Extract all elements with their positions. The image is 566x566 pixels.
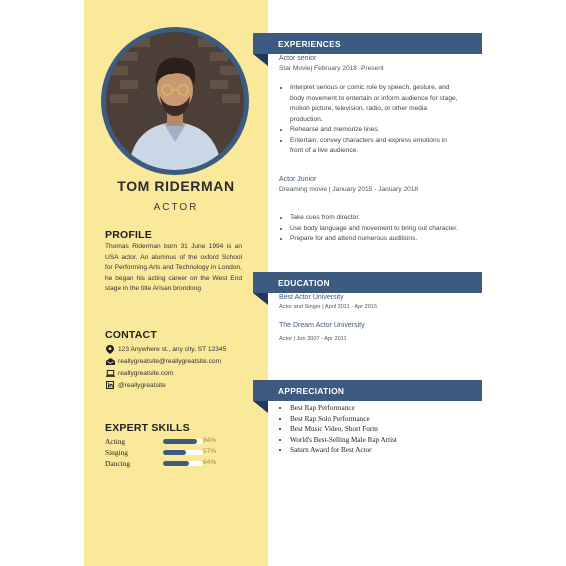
contact-social[interactable] xyxy=(105,380,166,390)
skill-row xyxy=(105,459,255,469)
profile-photo xyxy=(106,32,244,170)
job-2-bullets xyxy=(279,213,460,245)
email-icon xyxy=(105,356,115,366)
job-subtitle: Dreaming movie | January 2015 - January 2018 xyxy=(279,186,419,193)
skill-bar-fill xyxy=(163,461,189,466)
job-1-bullets xyxy=(279,83,460,157)
skill-bar-fill xyxy=(163,450,186,455)
appreciation-banner-fold xyxy=(253,401,268,413)
appreciation-list xyxy=(279,403,480,456)
profile-heading: PROFILE xyxy=(105,229,152,241)
contact-social-text[interactable]: @reallygreatsite xyxy=(118,381,166,389)
experiences-banner xyxy=(253,33,482,54)
contact-website[interactable] xyxy=(105,368,173,378)
skill-row xyxy=(105,437,255,447)
skill-percent: 57% xyxy=(203,448,217,455)
education-subtitle: Actor and Singer | April 2011 - Apr 2015 xyxy=(279,304,378,310)
job-title: Actor senior xyxy=(279,55,317,62)
social-profile-icon xyxy=(105,380,115,390)
education-banner xyxy=(253,272,482,293)
job-title: Actor Junior xyxy=(279,176,317,183)
contact-address-text: 123 Anywhere st., any city, ST 12345 xyxy=(118,345,227,353)
list-item: • Rehearse and memorize lines. xyxy=(290,125,460,136)
skill-percent: 84% xyxy=(203,437,217,444)
skill-row xyxy=(105,448,255,458)
skill-bar-track xyxy=(163,461,203,466)
education-subtitle: Actor | Jun 2007 - Apr 2011 xyxy=(279,336,347,342)
contact-heading: CONTACT xyxy=(105,329,157,341)
appreciation-banner xyxy=(253,380,482,401)
contact-website-text[interactable]: reallygreatsite.com xyxy=(118,369,174,377)
list-item: • Use body language and movement to bring out character. xyxy=(290,224,460,235)
list-item: • Prepare for and attend numerous auditions. xyxy=(290,234,460,245)
appreciation-heading: APPRECIATION xyxy=(278,386,345,396)
job-subtitle: Star Movie| February 2018 -Present xyxy=(279,65,384,72)
list-item: • Best Rap Performance xyxy=(290,403,480,414)
person-role: ACTOR xyxy=(153,202,199,213)
skill-bar-track xyxy=(163,450,203,455)
contact-address xyxy=(105,344,226,354)
skill-name: Dancing xyxy=(105,459,131,468)
laptop-icon xyxy=(105,368,115,378)
education-title: Best Actor University xyxy=(279,294,344,301)
list-item: • Interpret serious or comic role by speech, gesture, and body movement to entertain or inform audience for stage, motion picture, television, radio, or other media production. xyxy=(290,83,460,125)
list-item: • Entertain, convey characters and express emotions in front of a live audience. xyxy=(290,136,460,157)
profile-photo-frame xyxy=(101,27,249,175)
skill-bar-track xyxy=(163,439,203,444)
list-item: • Best Music Video, Short Form xyxy=(290,424,480,435)
contact-email[interactable] xyxy=(105,356,221,366)
skills-heading: EXPERT SKILLS xyxy=(105,422,190,434)
education-title: The Dream Actor University xyxy=(279,322,365,329)
skill-bar-fill xyxy=(163,439,197,444)
list-item: • Saturn Award for Best Actor xyxy=(290,445,480,456)
person-name: TOM RIDERMAN xyxy=(117,178,235,194)
skill-name: Singing xyxy=(105,448,128,457)
list-item: • Take cues from director. xyxy=(290,213,460,224)
list-item: • Best Rap Solo Performance xyxy=(290,414,480,425)
experiences-banner-fold xyxy=(253,54,268,66)
skill-name: Acting xyxy=(105,437,126,446)
contact-email-text[interactable]: reallygreatsite@reallygreatsite.com xyxy=(118,357,222,365)
education-heading: EDUCATION xyxy=(278,278,330,288)
location-pin-icon xyxy=(105,344,115,354)
experiences-heading: EXPERIENCES xyxy=(278,39,341,49)
education-banner-fold xyxy=(253,293,268,305)
profile-text: Thomas Riderman born 31 June 1994 is an USA actor. An alumnus of the oxford School for Performing Arts and Technology in London, he began his acting career on the West End stage in the title Arisan brondong xyxy=(105,243,242,292)
skill-percent: 64% xyxy=(203,459,217,466)
list-item: • World's Best-Selling Male Rap Artist xyxy=(290,435,480,446)
